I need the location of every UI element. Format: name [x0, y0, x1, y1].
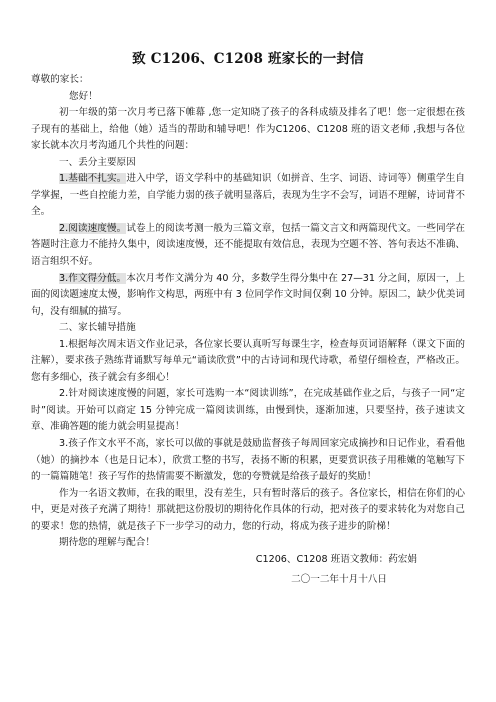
- intro-paragraph: 初一年级的第一次月考已落下帷幕 ,您一定知晓了孩子的各科成绩及排名了吧！您一定很想在孩子现有的基础上，给他（她）适当的帮助和辅导吧！作为C1206、C1208 班的语文老师 ,我想与各位家长就本次月考沟通几个共性的问题：: [31, 107, 465, 152]
- measure-paragraph-2: 2.针对阅读速度慢的问题，家长可选购一本“阅读训练”，在完成基础作业之后，与孩子一同“定时”阅读。开始可以商定 15 分钟完成一篇阅读训练，由慢到快，逐渐加速，只要坚持，孩子速读文章、准确答题的能力就会明显提高！: [31, 388, 465, 433]
- reason-text-2: 试卷上的阅读考测一般为三篇文章，包括一篇文言文和两篇现代文。一些同学在答题时注意力不能持久集中，阅读速度慢，还不能提取有效信息，表现为空题不答、答句表达不准确、语言组织不好。: [31, 222, 466, 268]
- reason-text-1: 进入中学，语文学科中的基础知识（如拼音、生字、词语、诗词等）侧重学生自学掌握，一些自控能力差，自学能力弱的孩子就明显落后，表现为生字不会写，词语不理解，诗词背不全。: [31, 173, 466, 218]
- reason-label-3: 3.作文得分低。: [59, 272, 127, 284]
- closing-line: 期待您的理解与配合！: [59, 537, 155, 549]
- measure-paragraph-3: 3.孩子作文水平不高，家长可以做的事就是鼓励监督孩子每周回家完成摘抄和日记作业，看看他（她）的摘抄本（也是日记本），欣赏工整的书写，表扬不断的积累，更要赏识孩子用稚嫩的笔触写下的一篇篇随笔！孩子写作的热情需要不断激发，您的夸赞就是给孩子最好的奖励！: [31, 438, 465, 483]
- page-title: 致 C1206、C1208 班家长的一封信: [132, 51, 364, 67]
- reason-label-1: 1.基础不扎实。: [59, 173, 127, 185]
- section-heading-measures: 二、家长辅导措施: [59, 322, 136, 334]
- reason-paragraph-2: [31, 221, 465, 271]
- reason-label-2: 2.阅读速度慢。: [59, 222, 127, 234]
- reason-paragraph-1: [31, 171, 465, 221]
- greeting: 您好！: [69, 90, 98, 102]
- signature: C1206、C1208 班语文教师：药宏娟: [255, 553, 417, 565]
- reason-paragraph-3: [31, 271, 465, 321]
- salutation: 尊敬的家长：: [31, 74, 89, 85]
- letter-body: [31, 72, 465, 589]
- date: 二〇一二年十月十八日: [291, 574, 387, 586]
- closing-paragraph: 作为一名语文教师，在我的眼里，没有差生，只有暂时落后的孩子。各位家长，相信在你们的心中，更是对孩子充满了期待！那就把这份殷切的期待化作具体的行动，把对孩子的要求转化为对您自己的要求！您的热情，就是孩子下一步学习的动力，您的行动，将成为孩子进步的阶梯！: [31, 487, 465, 532]
- reason-text-3: 本次月考作文满分为 40 分，多数学生得分集中在 27—31 分之间，原因一，上面的阅读题速度太慢，影响作文构思，两班中有 3 位同学作文时间仅剩 10 分钟。原因二，缺少优美词句，没有细腻的描写。: [31, 272, 466, 317]
- section-heading-reasons: 一、丢分主要原因: [59, 156, 136, 168]
- measure-paragraph-1: 1.根据每次周末语文作业记录，各位家长要认真听写每课生字，检查每页词语解释（课文下面的注解），要求孩子熟练背诵默写每单元“诵读欣赏”中的古诗词和现代诗歌，希望仔细检查，严格改正。您有多细心，孩子就会有多细心！: [31, 338, 465, 383]
